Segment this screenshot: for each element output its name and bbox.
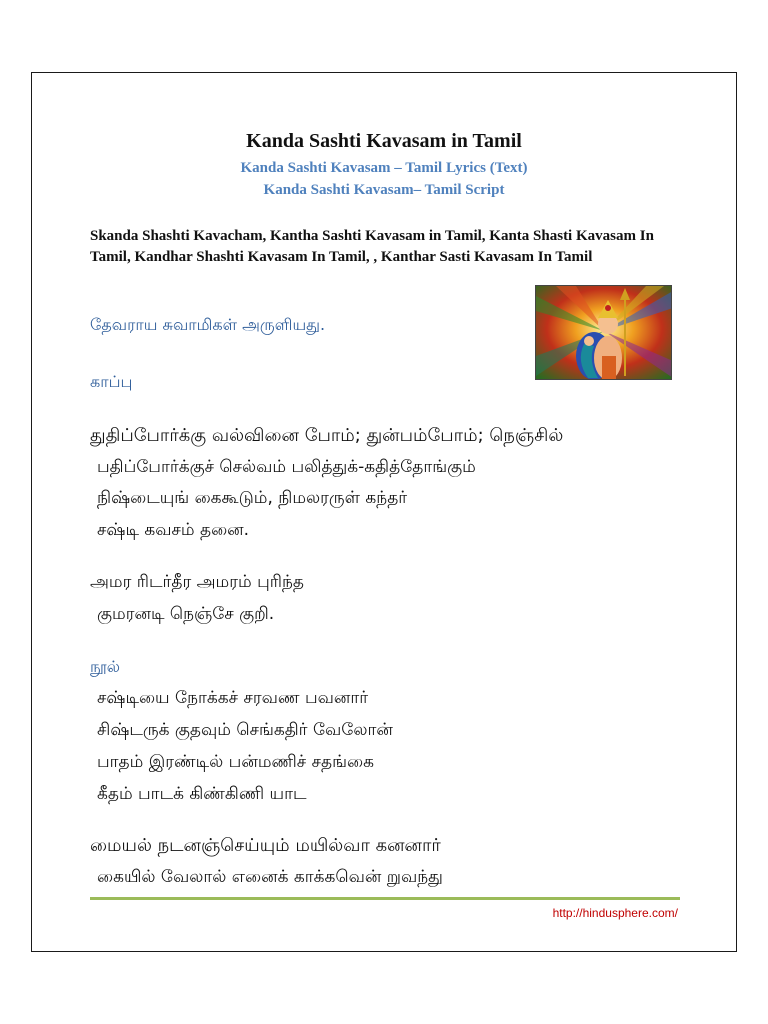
verse-line: சிஷ்டருக் குதவும் செங்கதிர் வேலோன் — [97, 720, 393, 740]
murugan-picture — [535, 285, 672, 380]
attribution-line: தேவராய சுவாமிகள் அருளியது. — [90, 315, 326, 334]
verse-line: துதிப்போர்க்கு வல்வினை போம்; துன்பம்போம்; நெஞ்சில் — [90, 425, 564, 446]
document-subtitle-1: Kanda Sashti Kavasam – Tamil Lyrics (Text) — [240, 160, 528, 176]
nool-heading: நூல் — [90, 657, 121, 676]
footer-link[interactable]: http://hindusphere.com/ — [552, 906, 678, 920]
verse-line: அமர ரிடர்தீர அமரம் புரிந்த — [90, 572, 304, 592]
verse-line: சஷ்டியை நோக்கச் சரவண பவனார் — [97, 688, 369, 708]
murugan-illustration — [536, 286, 672, 380]
document-subtitle-2: Kanda Sashti Kavasam– Tamil Script — [263, 182, 505, 198]
verse-line: மையல் நடனஞ்செய்யும் மயில்வா கனனார் — [90, 835, 441, 856]
verse-line: நிஷ்டையுங் கைகூடும், நிமலரருள் கந்தர் — [97, 488, 408, 508]
kappu-heading: காப்பு — [90, 372, 133, 391]
verse-line: சஷ்டி கவசம் தனை. — [97, 520, 250, 540]
document-title: Kanda Sashti Kavasam in Tamil — [246, 130, 522, 152]
verse-line: பாதம் இரண்டில் பன்மணிச் சதங்கை — [97, 752, 374, 772]
verse-line: கீதம் பாடக் கிண்கிணி யாட — [97, 784, 307, 804]
keywords-paragraph: Skanda Shashti Kavacham, Kantha Sashti Kavasam in Tamil, Kanta Shasti Kavasam In Tamil, Kandhar Shashti Kavasam In Tamil, , Kanthar Sasti Kavasam In Tamil — [90, 228, 654, 265]
page-border — [31, 72, 737, 952]
verse-line: கையில் வேலால் எனைக் காக்கவென் றுவந்து — [97, 867, 443, 887]
verse-line: குமரனடி நெஞ்சே குறி. — [97, 604, 275, 624]
footer-rule — [90, 897, 680, 900]
verse-line: பதிப்போர்க்குச் செல்வம் பலித்துக்-கதித்தோங்கும் — [97, 457, 476, 477]
